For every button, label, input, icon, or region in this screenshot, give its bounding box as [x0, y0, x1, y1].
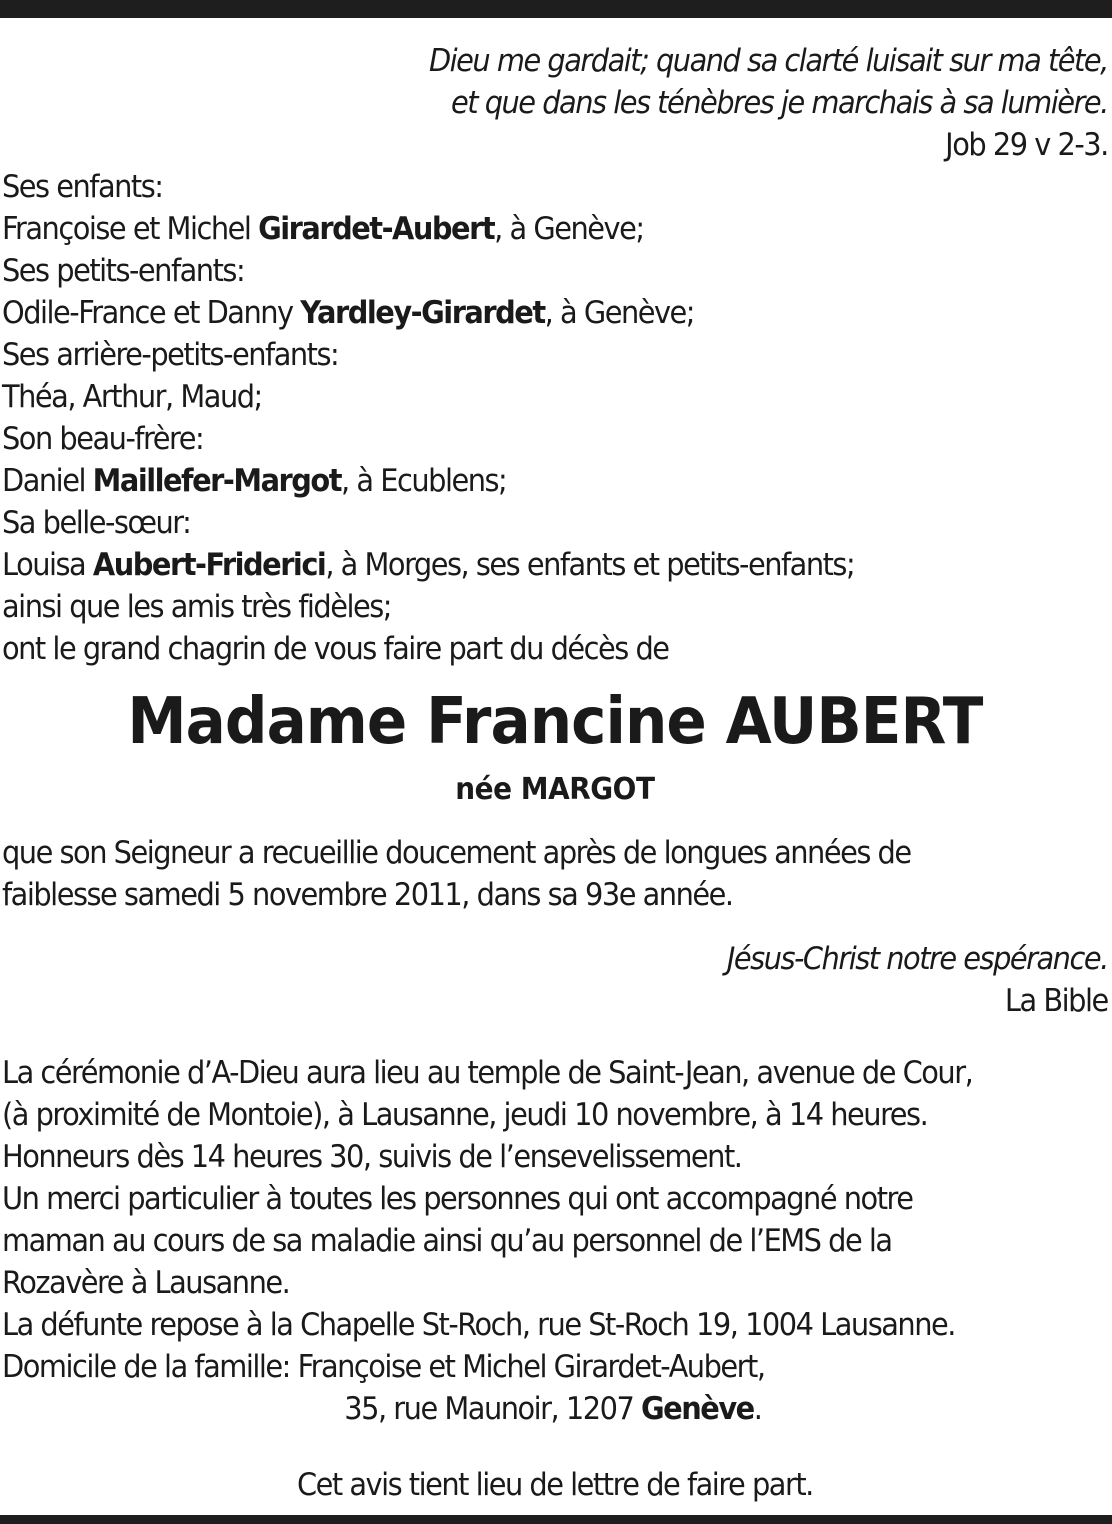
ceremony-line-3: Honneurs dès 14 heures 30, suivis de l’ensevelissement.	[2, 1139, 742, 1175]
ceremony-details	[2, 1052, 1108, 1430]
epigraph-line-2: et que dans les ténèbres je marchais à sa lumière.	[450, 85, 1108, 121]
death-notice	[2, 832, 1108, 916]
grandchildren-first-names: Odile-France et Danny	[2, 295, 301, 331]
thanks-line-3: Rozavère à Lausanne.	[2, 1265, 290, 1301]
great-grandchildren-heading: Ses arrière-petits-enfants:	[2, 337, 339, 373]
city-name: Genève	[640, 1391, 754, 1427]
family-list	[2, 166, 1108, 670]
sister-in-law-line	[2, 544, 1108, 586]
brother-in-law-location: , à Ecublens;	[341, 463, 507, 499]
epigraph-reference: Job 29 v 2-3.	[945, 127, 1108, 163]
announcement-line: ont le grand chagrin de vous faire part du décès de	[2, 631, 669, 667]
children-line	[2, 208, 1108, 250]
obituary-notice	[2, 40, 1108, 1506]
address-end: .	[753, 1391, 762, 1427]
ceremony-line-2: (à proximité de Montoie), à Lausanne, jeudi 10 novembre, à 14 heures.	[2, 1097, 928, 1133]
sister-in-law-first-name: Louisa	[2, 547, 93, 583]
grandchildren-line	[2, 292, 1108, 334]
sister-in-law-location: , à Morges, ses enfants et petits-enfants;	[325, 547, 855, 583]
sister-in-law-heading: Sa belle-sœur:	[2, 505, 191, 541]
children-heading: Ses enfants:	[2, 169, 163, 205]
children-surname: Girardet-Aubert	[258, 211, 495, 247]
street-address: 35, rue Maunoir, 1207	[344, 1391, 641, 1427]
deceased-block	[2, 684, 1108, 812]
brother-in-law-surname: Maillefer-Margot	[92, 463, 342, 499]
top-rule	[0, 0, 1112, 18]
death-notice-line-2: faiblesse samedi 5 novembre 2011, dans sa 93e année.	[2, 877, 733, 913]
death-notice-line-1: que son Seigneur a recueillie doucement après de longues années de	[2, 835, 911, 871]
maiden-name: née MARGOT	[455, 772, 655, 807]
grandchildren-surname: Yardley-Girardet	[300, 295, 545, 331]
footer-note: Cet avis tient lieu de lettre de faire part.	[296, 1467, 813, 1503]
brother-in-law-line	[2, 460, 1108, 502]
thanks-line-1: Un merci particulier à toutes les personnes qui ont accompagné notre	[2, 1181, 913, 1217]
bottom-rule	[0, 1515, 1112, 1524]
friends-line: ainsi que les amis très fidèles;	[2, 589, 392, 625]
children-location: , à Genève;	[494, 211, 644, 247]
thanks-line-2: maman au cours de sa maladie ainsi qu’au personnel de l’EMS de la	[2, 1223, 892, 1259]
brother-in-law-heading: Son beau-frère:	[2, 421, 204, 457]
closing-quote-text: Jésus-Christ notre espérance.	[726, 941, 1108, 977]
ceremony-line-1: La cérémonie d’A-Dieu aura lieu au temple de Saint-Jean, avenue de Cour,	[2, 1055, 973, 1091]
deceased-name: Madame Francine AUBERT	[127, 685, 983, 759]
repose-line: La défunte repose à la Chapelle St-Roch, rue St-Roch 19, 1004 Lausanne.	[2, 1307, 955, 1343]
family-address-line-1: Domicile de la famille: Françoise et Michel Girardet-Aubert,	[2, 1349, 765, 1385]
great-grandchildren-line: Théa, Arthur, Maud;	[2, 379, 262, 415]
brother-in-law-first-name: Daniel	[2, 463, 93, 499]
epigraph-line-1: Dieu me gardait; quand sa clarté luisait sur ma tête,	[428, 43, 1108, 79]
sister-in-law-surname: Aubert-Friderici	[92, 547, 326, 583]
family-address-line-2	[2, 1388, 1108, 1430]
grandchildren-heading: Ses petits-enfants:	[2, 253, 245, 289]
closing-quote	[2, 938, 1108, 1022]
closing-quote-source: La Bible	[1004, 983, 1108, 1019]
grandchildren-location: , à Genève;	[544, 295, 695, 331]
epigraph	[2, 40, 1108, 166]
children-first-names: Françoise et Michel	[2, 211, 259, 247]
